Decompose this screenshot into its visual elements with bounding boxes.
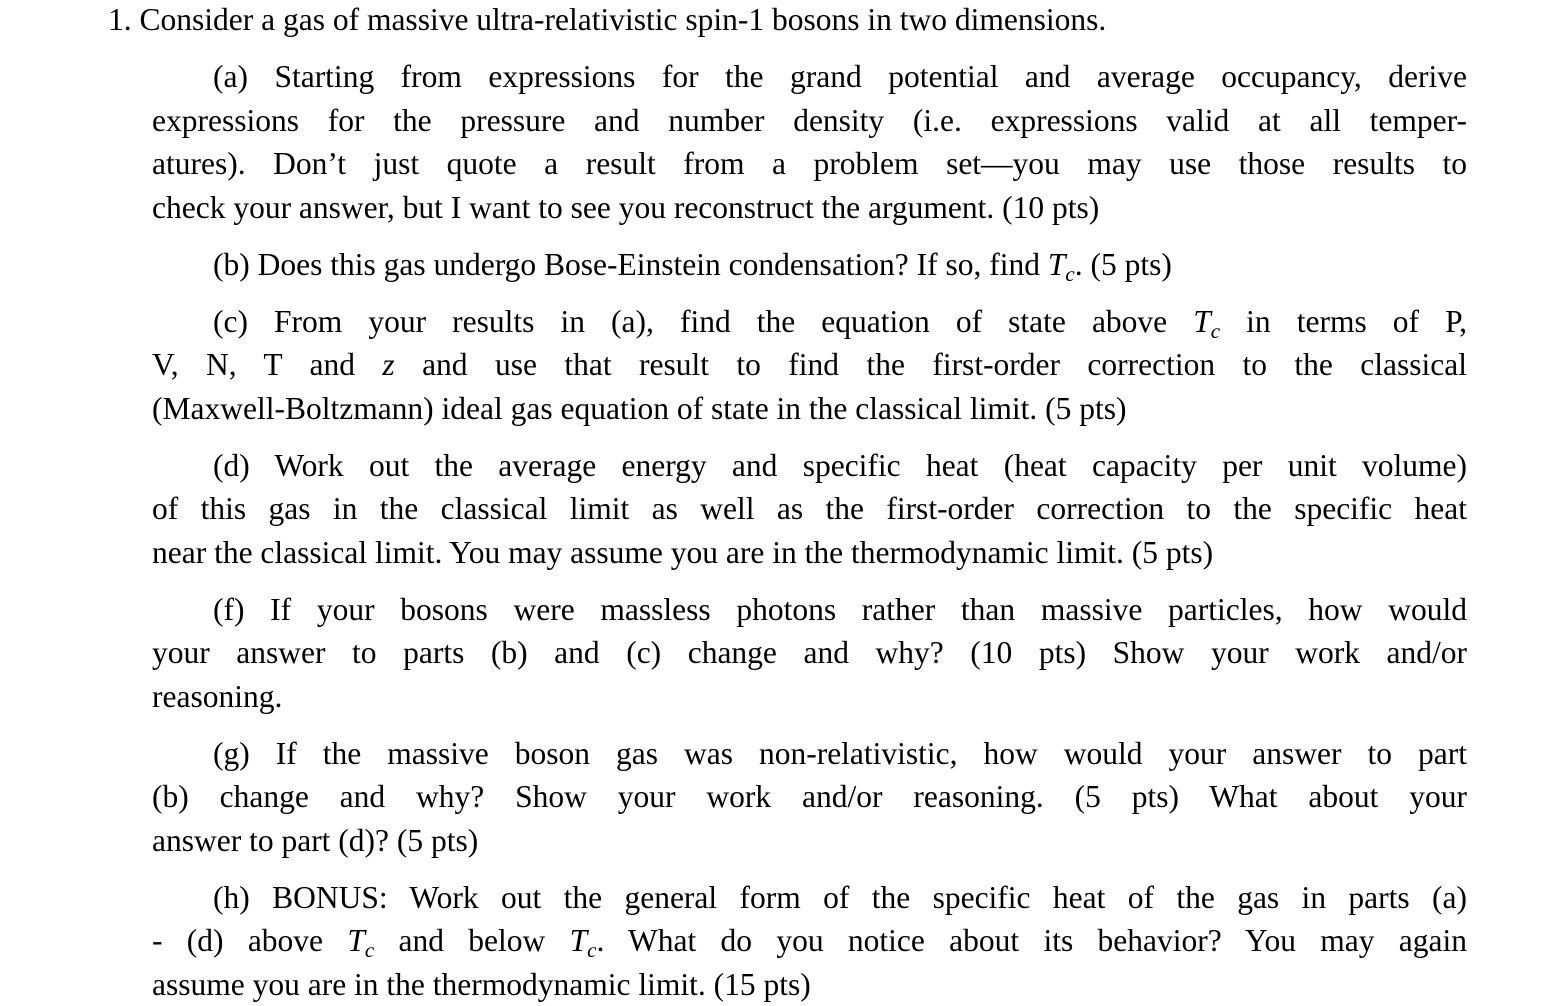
math-variable: z [382, 347, 395, 382]
part-c [0, 300, 1558, 431]
text-segment: (d) Work out the average energy and specific heat (heat capacity per unit volume) [213, 447, 1467, 483]
text-line [213, 243, 1467, 287]
problem-heading: 1. Consider a gas of massive ultra-relativistic spin-1 bosons in two dimensions. [108, 2, 1107, 37]
text-segment: (c) From your results in (a), find the equation of state above [213, 303, 1194, 339]
math-symbol [1047, 246, 1075, 286]
text-line [152, 387, 1467, 431]
text-segment: and below [374, 923, 570, 958]
text-segment: V, N, T and [152, 347, 383, 382]
text-segment: (f) If your bosons were massless photons rather than massive particles, how would [213, 591, 1467, 627]
text-segment: (b) change and why? Show your work and/or reasoning. (5 pts) What about your [152, 779, 1467, 814]
text-segment: . (5 pts) [1074, 246, 1172, 282]
text-segment: in terms of P, [1220, 303, 1467, 339]
math-subscript: c [1210, 318, 1221, 343]
text-line [152, 531, 1467, 575]
part-g [0, 732, 1558, 863]
text-segment: answer to part (d)? (5 pts) [152, 822, 479, 858]
text-line [152, 675, 1467, 719]
part-h [0, 876, 1558, 1006]
math-subscript: c [364, 938, 375, 962]
text-segment: and use that result to find the first-order correction to the classical [394, 347, 1467, 382]
text-segment: near the classical limit. You may assume you are in the thermodynamic limit. (5 pts) [152, 534, 1214, 570]
text-segment: (g) If the massive boson gas was non-relativistic, how would your answer to part [213, 735, 1467, 771]
text-segment: (h) BONUS: Work out the general form of the specific heat of the gas in parts (a) [213, 879, 1467, 915]
text-segment: atures). Don’t just quote a result from a problem set—you may use those results to [152, 146, 1467, 181]
text-line [152, 487, 1467, 531]
text-segment: expressions for the pressure and number density (i.e. expressions valid at all temper- [152, 102, 1467, 138]
text-segment: (a) Starting from expressions for the grand potential and average occupancy, derive [213, 59, 1467, 94]
math-subscript: c [1065, 261, 1075, 286]
part-f [0, 588, 1558, 719]
math-symbol [382, 347, 394, 382]
text-line [213, 55, 1467, 99]
text-segment: assume you are in the thermodynamic limit. (15 pts) [152, 966, 811, 1002]
text-line [152, 99, 1467, 143]
text-segment: of this gas in the classical limit as well as the first-order correction to the specific heat [152, 491, 1467, 526]
math-subscript: c [587, 938, 597, 962]
text-line [152, 142, 1467, 186]
text-segment: check your answer, but I want to see you reconstruct the argument. (10 pts) [152, 189, 1100, 225]
math-variable: T [1193, 303, 1211, 339]
text-line [213, 588, 1467, 632]
part-a [0, 55, 1558, 229]
part-b [0, 243, 1558, 287]
part-d [0, 444, 1558, 575]
text-line [213, 876, 1467, 920]
text-line [213, 444, 1467, 488]
text-segment: reasoning. [152, 678, 283, 714]
text-line [152, 819, 1467, 863]
math-variable: T [347, 923, 365, 958]
math-symbol [569, 923, 597, 962]
math-symbol [1193, 303, 1221, 343]
text-line [152, 775, 1467, 819]
text-line [213, 732, 1467, 776]
text-line [152, 919, 1467, 963]
text-segment: your answer to parts (b) and (c) change and why? (10 pts) Show your work and/or [152, 635, 1467, 670]
math-variable: T [1047, 246, 1066, 282]
text-segment: (Maxwell-Boltzmann) ideal gas equation of state in the classical limit. (5 pts) [152, 390, 1127, 426]
text-line [152, 631, 1467, 675]
text-line [152, 963, 1467, 1006]
text-line [213, 300, 1467, 344]
math-symbol [347, 923, 375, 962]
text-segment: - (d) above [152, 923, 348, 958]
math-variable: T [569, 923, 588, 958]
problem-parts [0, 55, 1558, 1006]
text-line [152, 343, 1467, 387]
text-line [152, 186, 1467, 230]
text-segment: (b) Does this gas undergo Bose-Einstein condensation? If so, find [213, 246, 1048, 282]
text-segment: . What do you notice about its behavior? You may again [596, 923, 1467, 958]
